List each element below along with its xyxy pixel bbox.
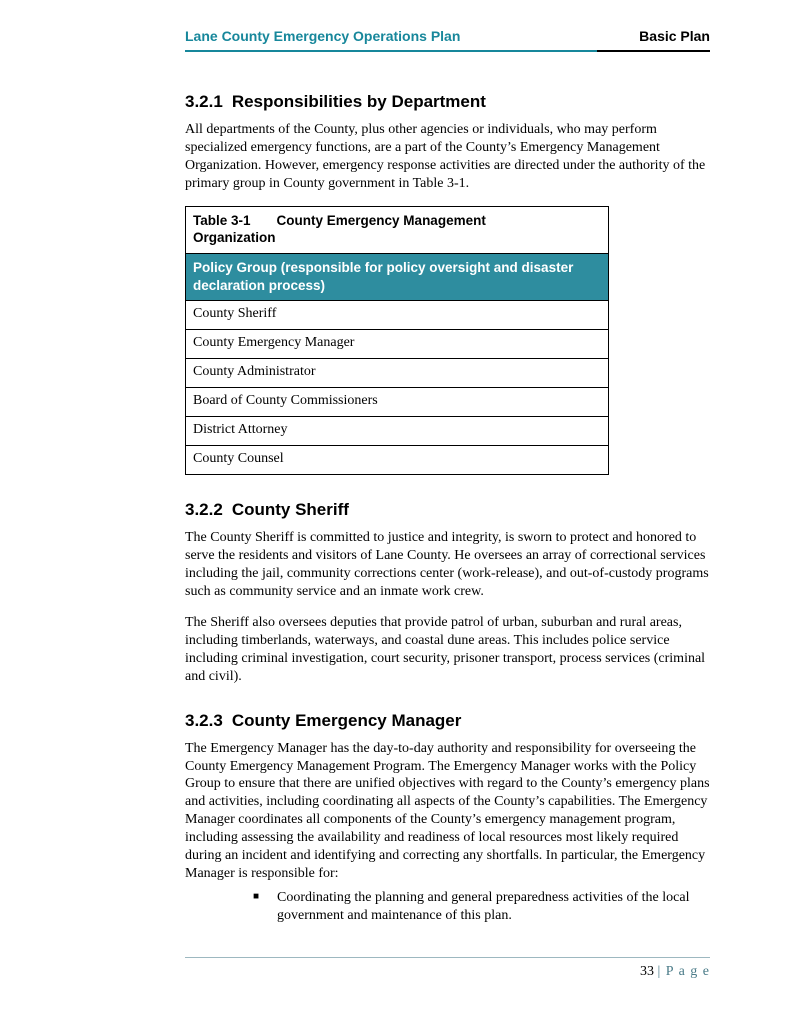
section-title: County Sheriff: [231, 500, 349, 520]
page-content: [185, 28, 710, 925]
running-header: [185, 28, 710, 52]
bullet-text: Coordinating the planning and general preparedness activities of the local government and maintenance of this plan.: [277, 889, 690, 923]
table-row-county-emergency-manager: County Emergency Manager: [186, 330, 608, 359]
header-plan-title: Lane County Emergency Operations Plan: [185, 28, 597, 52]
paragraph-3-2-2-b: The Sheriff also oversees deputies that provide patrol of urban, suburban and rural areas, including timberlands, waterways, and coastal dune areas. This includes police service including criminal investigation, court security, prisoner transport, process services (criminal and civil).: [185, 614, 706, 684]
table-caption-title: County Emergency Management Organization: [193, 212, 486, 246]
page-number: 33: [640, 964, 658, 979]
section-heading-3-2-3: [185, 711, 710, 731]
list-item: [253, 889, 710, 925]
square-bullet-icon: ■: [253, 890, 260, 902]
table-row-board-of-commissioners: Board of County Commissioners: [186, 388, 608, 417]
table-3-1: [185, 206, 609, 476]
table-row-district-attorney: District Attorney: [186, 417, 608, 446]
paragraph-3-2-2-a: The County Sheriff is committed to justice and integrity, is sworn to protect and honored to serve the residents and visitors of Lane County. He oversees an array of correctional services including the jail, community corrections center (work-release), and out-of-custody programs such as community service and an inmate work crew.: [185, 530, 709, 600]
table-caption: [186, 207, 608, 254]
section-heading-3-2-1: [185, 92, 710, 112]
header-doc-type: Basic Plan: [597, 28, 710, 52]
page-word: | P a g e: [657, 964, 710, 979]
page-footer: [185, 957, 710, 980]
table-row-county-administrator: County Administrator: [186, 359, 608, 388]
section-title: County Emergency Manager: [231, 710, 462, 730]
table-row-county-counsel: County Counsel: [186, 446, 608, 474]
section-number: 3.2.1: [185, 92, 223, 111]
section-title: Responsibilities by Department: [231, 92, 486, 111]
table-caption-label: Table 3-1: [193, 212, 251, 228]
section-number: 3.2.3: [185, 710, 223, 730]
paragraph-3-2-3: The Emergency Manager has the day-to-day authority and responsibility for overseeing the County Emergency Management Program. The Emergency Manager works with the Policy Group to ensure that there are unified objectives with regard to the County’s emergency plans and activities, including coordinating all aspects of the County’s capabilities. The Emergency Manager coordinates all components of the County’s emergency management program, including assessing the availability and readiness of local resources most likely required during an incident and identifying and correcting any shortfalls. In particular, the Emergency Manager is responsible for:: [185, 740, 710, 881]
table-row-county-sheriff: County Sheriff: [186, 301, 608, 330]
section-heading-3-2-2: [185, 500, 710, 520]
paragraph-3-2-1: All departments of the County, plus other agencies or individuals, who may perform specialized emergency functions, are a part of the County’s Emergency Management Organization. However, emergency response activities are directed under the authority of the primary group in County government in Table 3-1.: [185, 122, 706, 191]
table-highlight-row-policy-group: Policy Group (responsible for policy oversight and disaster declaration process): [186, 254, 608, 302]
section-number: 3.2.2: [185, 500, 223, 520]
